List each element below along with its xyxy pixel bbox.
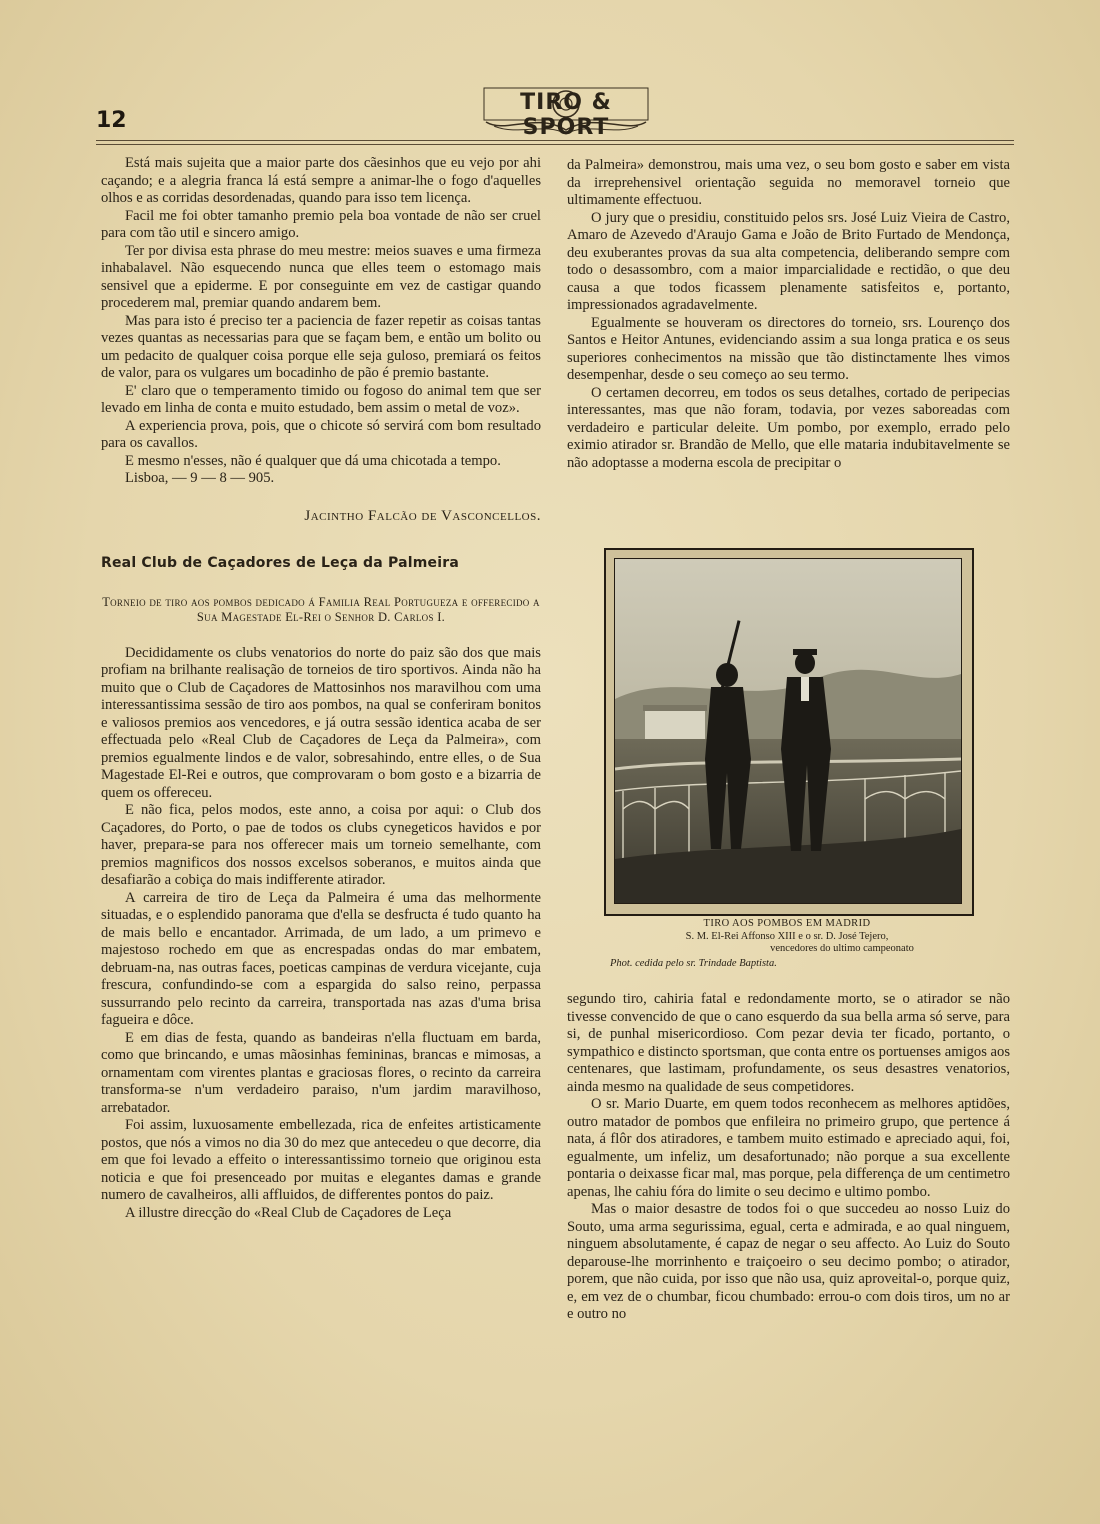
paragraph: Mas para isto é preciso ter a paciencia de fazer repetir as coisas tantas vezes quantas as necessarias para que se façam bem, e então um bolito ou um pedacito de qualquer coisa porque elle seja guloso, premiará os feitos de valor, para os vulgares um bocadinho de pão é premio bastante. [101, 312, 541, 381]
page-number: 12 [96, 108, 127, 133]
paragraph: E não fica, pelos modos, este anno, a coisa por aqui: o Club dos Caçadores, do Porto, o pae de todos os clubs cynegeticos havidos e por haver, prepara-se para nos offerecer mais um torneio semelhante, com premios magnificos dos nossos excelsos soberanos, e muitos ainda que desafiarão a cobiça do mais indifferente atirador. [101, 802, 541, 888]
paragraph: O sr. Mario Duarte, em quem todos reconhecem as melhores aptidões, outro matador de pombos que enfileira no primeiro grupo, que pertence á nata, á flôr dos atiradores, e tambem muito estimado e apreciado aqui, foi, egualmente, um infeliz, um desafortunado; não porque a sua excellente pontaria o deixasse ficar mal, mas porque, pela differença de um centimetro apenas, lhe cahiu fóra do limite o seu decimo e ultimo pombo. [567, 1096, 1010, 1200]
author-signature: Jacintho Falcão de Vasconcellos. [304, 507, 541, 524]
paragraph: E em dias de festa, quando as bandeiras n'ella fluctuam em barda, como que brincando, e umas mãosinhas femininas, brancas e mimosas, a ornamentam com virentes plantas e graciosas flores, o recinto da carreira transforma-se n'um verdadeiro paraiso, n'um jardim maravilhoso, arrebatador. [101, 1029, 541, 1116]
caption-names: S. M. El-Rei Affonso XIII e o sr. D. José Tejero, [685, 930, 889, 942]
paragraph: A carreira de tiro de Leça da Palmeira é uma das melhormente situadas, e o esplendido panorama que d'ella se desfructa é tudo quanto ha de mais bello e encantador. Arrimada, de um lado, a um primevo e majestoso rochedo em que as encrespadas ondas do mar embatem, debruam-na, nas outras faces, poeticas campinas de verdura vicejante, cuja frescura, confundindo-se com a espargida do salso reino, perpassa sussurrando pelo recinto da carreira, transportada nas azas d'uma brisa fagueira e dôce. [101, 889, 541, 1028]
section-title: Real Club de Caçadores de Leça da Palmeira [101, 555, 459, 571]
masthead-title: TIRO & SPORT [520, 90, 612, 140]
paragraph: E' claro que o temperamento timido ou fogoso do animal tem que ser levado em linha de conta e muito estudado, bem assim o metal de voz». [101, 382, 541, 416]
paragraph: Facil me foi obter tamanho premio pela boa vontade de não ser cruel para com tão util e sincero amigo. [101, 207, 541, 241]
header-rule [96, 144, 1014, 145]
right-column-top [567, 157, 1010, 472]
paragraph: Ter por divisa esta phrase do meu mestre: meios suaves e uma firmeza inhabalavel. Não esquecendo nunca que elles teem o estomago mais sensivel que a epiderme. E por conseguinte em vez de castigar quando procederem mal, premiar quando andarem bem. [101, 242, 541, 311]
dateline: Lisboa, — 9 — 8 — 905. [125, 470, 275, 486]
section-subtitle: Torneio de tiro aos pombos dedicado á Familia Real Portugueza e offerecido a Sua Magestade El-Rei o Senhor D. Carlos I. [102, 594, 540, 624]
header-rule [96, 140, 1014, 141]
caption-subtitle: vencedores do ultimo campeonato [770, 943, 914, 954]
page-header [96, 80, 1014, 148]
paragraph: da Palmeira» demonstrou, mais uma vez, o seu bom gosto e saber em vista da irreprehensivel orientação seguida no memoravel torneio que ultimamente effectuou. [567, 157, 1010, 208]
paragraph: Decididamente os clubs venatorios do norte do paiz são dos que mais profiam na brilhante realisação de torneios de tiro sportivos. Ainda não ha muito que o Club de Caçadores de Mattosinhos nos maravilhou com uma interessantissima sessão de tiro aos pombos, na qual se conferiram bonitos e valiosos premios aos vencedores, e já outra sessão identica acaba de ser effectuada pelo «Real Club de Caçadores de Leça da Palmeira», com premios egualmente lindos e de valor, sobresahindo, entre elles, o de Sua Magestade El-Rei e outros, que comprovaram o bom gosto e a bizarria de quem os offereceu. [101, 644, 541, 801]
paragraph: Egualmente se houveram os directores do torneio, srs. Lourenço dos Santos e Heitor Antunes, evidenciando assim a sua longa pratica e os seus superiores conhecimentos na missão que tão distinctamente lhes vimos desempenhar, desde o seu começo ao seu termo. [567, 314, 1010, 383]
left-column [101, 155, 541, 1222]
masthead-logo [476, 82, 656, 138]
photo-caption [604, 918, 970, 970]
paragraph: O certamen decorreu, em todos os seus detalhes, cortado de peripecias interessantes, mas que não foram, todavia, por vezes saboreadas com verdadeiro e particular deleite. Um pombo, por exemplo, errado pelo eximio atirador sr. Brandão de Mello, que elle mataria indubitavelmente se não adoptasse a moderna escola de precipitar o [567, 384, 1010, 471]
paragraph: segundo tiro, cahiria fatal e redondamente morto, se o atirador se não tivesse convencido de que o cano esquerdo da sua bella arma só serve, para si, de punhal misericordioso. Com pezar devia ter ficado, portanto, o sympathico e distincto sportsman, que conta entre os portuenses amigos aos centenares, que lastimam, profundamente, os seus desastres venatorios, ainda mesmo na qualidade de seus competidores. [567, 991, 1010, 1095]
paragraph: Mas o maior desastre de todos foi o que succedeu ao nosso Luiz do Souto, uma arma segurissima, egual, certa e admirada, e ao qual ninguem, ninguem absolutamente, é capaz de negar o seu affecto. Ao Luiz do Souto deparouse-lhe morrinhento e traiçoeiro o seu decimo pombo; o atirador, porem, que não cuida, por isso que não usa, quiz aproveital-o, porque quiz, e, em vez de o chumbar, ficou chumbado: errou-o com dois tiros, um no ar e outro no [567, 1201, 1010, 1322]
photograph [614, 558, 962, 904]
caption-title: TIRO AOS POMBOS EM MADRID [703, 918, 871, 929]
paragraph: Foi assim, luxuosamente embellezada, rica de enfeites artisticamente postos, que nós a vimos no dia 30 do mez que antecedeu o que decorre, dia em que foi levado a effeito o interessantissimo torneio que originou esta noticia e que foi presenceado por muitas e elegantes damas e grande numero de cavalheiros, alli affluidos, de differentes pontos do paiz. [101, 1117, 541, 1203]
paragraph: A experiencia prova, pois, que o chicote só servirá com bom resultado para os cavallos. [101, 417, 541, 451]
photograph-frame [604, 548, 974, 916]
right-column-bottom [567, 991, 1010, 1324]
paragraph: O jury que o presidiu, constituido pelos srs. José Luiz Vieira de Castro, Amaro de Azevedo d'Araujo Gama e João de Brito Furtado de Mendonça, deu exuberantes provas da sua alta competencia, deliberando sempre com todo o desassombro, com a maior imparcialidade e rectidão, o que deu causa a que todos ficassem plenamente satisfeitos e, portanto, impressionados agradavelmente. [567, 209, 1010, 313]
paragraph: A illustre direcção do «Real Club de Caçadores de Leça [125, 1204, 452, 1221]
paragraph: Está mais sujeita que a maior parte dos cãesinhos que eu vejo por ahi caçando; e a alegria franca lá está sempre a animar-lhe o fogo d'aquelles olhos e as corridas desordenadas, quando para isso tem licença. [101, 155, 541, 206]
paragraph: E mesmo n'esses, não é qualquer que dá uma chicotada a tempo. [125, 452, 501, 469]
photo-credit: Phot. cedida pelo sr. Trindade Baptista. [610, 957, 777, 969]
